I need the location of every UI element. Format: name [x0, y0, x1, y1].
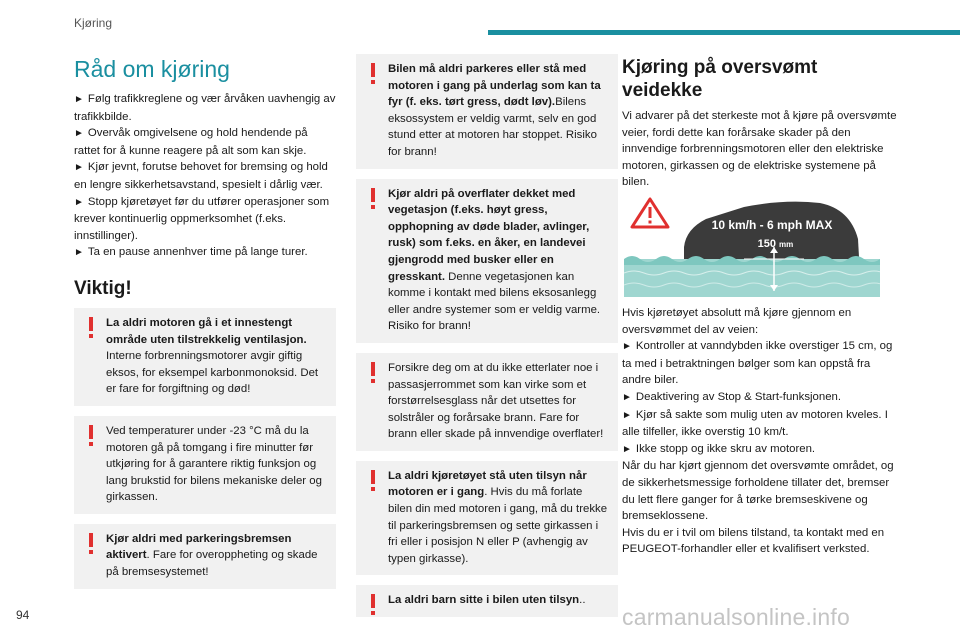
- exclamation-icon: [368, 188, 378, 210]
- warning-box: [356, 54, 618, 169]
- header-accent-bar: [488, 30, 960, 35]
- column-right: [622, 52, 898, 558]
- step-item: ► Kontroller at vanndybden ikke overstiger 15 cm, og ta med i betraktningen bølger som kan oppstå fra andre biler.: [622, 340, 893, 387]
- running-header: Kjøring: [74, 16, 113, 30]
- warning-box: [74, 308, 336, 406]
- step-item: ► Kjør så sakte som mulig uten av motoren kveles. I alle tilfeller, ikke overstig 10 km/t.: [622, 408, 888, 439]
- arrow-bullet-icon: ►: [74, 196, 84, 208]
- page-number: 94: [16, 608, 30, 622]
- warning-text: . Hvis du må forlate bilen din med motoren i gang, må du trekke til parkeringsbremsen og sette girkassen i fri eller i posisjon N eller P (avhengig av typen girkasse).: [388, 486, 608, 565]
- warning-box: [74, 416, 336, 514]
- depth-unit-label: mm: [779, 239, 794, 249]
- exclamation-icon: [86, 425, 96, 447]
- warning-box: [356, 353, 618, 451]
- tip-item: ► Overvåk omgivelsene og hold hendende på rattet for å kunne reagere på alt som kan skje.: [74, 127, 308, 157]
- tip-item: ► Kjør jevnt, forutse behovet for bremsing og hold en lengre sikkerhetsavstand, spesielt i dårlig vær.: [74, 161, 328, 191]
- warning-emphasis: Bilen må aldri parkeres eller stå med motoren i gang på underlag som kan ta fyr (f. eks. tørt gress, dødt løv).: [388, 63, 601, 109]
- warning-emphasis: La aldri kjøretøyet stå uten tilsyn når motoren er i gang: [388, 469, 587, 499]
- water-waves-icon: [624, 256, 880, 297]
- watermark: carmanualsonline.info: [622, 604, 850, 630]
- intro-paragraph: Vi advarer på det sterkeste mot å kjøre på oversvømte veier, fordi dette kan forårsake skader på den innvendige forbrenningsmotoren eller den elektriske motoren, girkassen og de elektriske systemene på bilen.: [622, 110, 897, 189]
- exclamation-icon: [86, 317, 96, 339]
- warning-text: Ved temperaturer under -23 °C må du la motoren gå på tomgang i fire minutter før utkjøring for å garantere riktig funksjon og lang brukstid for bilens mekaniske deler og girkassen.: [106, 424, 322, 504]
- warning-emphasis: La aldri barn sitte i bilen uten tilsyn: [388, 594, 580, 607]
- warning-text: Bilens eksossystem er veldig varmt, selv en god stund etter at motoren har stoppet. Risiko for brann!: [388, 96, 597, 158]
- arrow-bullet-icon: ►: [622, 341, 632, 353]
- section-title-flooded-road: Kjøring på oversvømt veidekke: [622, 57, 818, 101]
- arrow-bullet-icon: ►: [74, 128, 84, 140]
- exclamation-icon: [368, 63, 378, 85]
- warning-emphasis: Kjør aldri med parkeringsbremsen aktivert: [106, 532, 292, 562]
- arrow-bullet-icon: ►: [622, 443, 632, 455]
- exclamation-icon: [368, 362, 378, 384]
- column-left: [74, 50, 336, 599]
- step-item: ► Ikke stopp og ikke skru av motoren.: [622, 442, 816, 455]
- warning-triangle-icon: [632, 199, 668, 227]
- advice-paragraph: Hvis du er i tvil om bilens tilstand, ta kontakt med en PEUGEOT-forhandler eller et kvalifisert verksted.: [622, 526, 885, 556]
- warning-emphasis: La aldri motoren gå i et innestengt område uten tilstrekkelig ventilasjon.: [106, 316, 307, 346]
- lead-paragraph: Hvis kjøretøyet absolutt må kjøre gjennom en oversvømmet del av veien:: [622, 306, 852, 336]
- warning-box: [356, 461, 618, 576]
- tip-item: ► Ta en pause annenhver time på lange turer.: [74, 246, 308, 259]
- arrow-bullet-icon: ►: [622, 391, 632, 403]
- warning-text: Interne forbrenningsmotorer avgir giftig eksos, for eksempel karbonmonoksid. Det er fare for forgiftning og død!: [106, 350, 319, 396]
- warning-text: . Fare for overoppheting og skade på bremsesystemet!: [106, 549, 318, 579]
- flooded-road-illustration: [624, 195, 880, 297]
- warning-box: [74, 524, 336, 589]
- arrow-bullet-icon: ►: [74, 247, 84, 259]
- warning-text: Forsikre deg om at du ikke etterlater noe i passasjerrommet som kan virke som et forstørrelsesglass når det utsettes for solstråler og forårsake brann. Fare for brann eller skade på innvendige overflater!: [388, 361, 604, 441]
- exclamation-icon: [368, 594, 378, 616]
- section-title-important: Viktig!: [74, 277, 132, 299]
- tips-list: [74, 91, 336, 262]
- column-middle: [356, 54, 618, 627]
- speed-limit-label: 10 km/h - 6 mph MAX: [711, 217, 833, 232]
- steps-list: [622, 338, 898, 458]
- depth-value-label: 150: [757, 237, 776, 250]
- tip-item: ► Følg trafikkreglene og vær årvåken uavhengig av trafikkbilde.: [74, 93, 336, 123]
- warning-text: ..: [579, 594, 586, 607]
- warning-emphasis: Kjør aldri på overflater dekket med vegetasjon (f.eks. høyt gress, opphopning av døde blader, avlinger, rusk) som f.eks. en åker, en landevei gjengrodd med busker eller en gresskant.: [388, 187, 590, 283]
- exclamation-icon: [86, 533, 96, 555]
- arrow-bullet-icon: ►: [74, 94, 84, 105]
- warning-box: [356, 585, 618, 617]
- arrow-bullet-icon: ►: [622, 409, 632, 421]
- after-paragraph: Når du har kjørt gjennom det oversvømte området, og de sikkerhetsmessige forholdene tillater det, bremser du lett flere ganger for å tørke bremseskivene og bremseklossene.: [622, 460, 894, 523]
- step-item: ► Deaktivering av Stop & Start-funksjonen.: [622, 390, 842, 403]
- arrow-bullet-icon: ►: [74, 162, 84, 174]
- warning-box: [356, 179, 618, 343]
- section-title-driving-advice: Råd om kjøring: [74, 56, 230, 82]
- warning-text: Denne vegetasjonen kan komme i kontakt med bilens eksosanlegg eller andre systemer som er veldig varme. Risiko for brann!: [388, 270, 601, 333]
- exclamation-icon: [368, 470, 378, 492]
- tip-item: ► Stopp kjøretøyet før du utfører operasjoner som krever kontinuerlig oppmerksomhet (f.eks. innstillinger).: [74, 195, 330, 242]
